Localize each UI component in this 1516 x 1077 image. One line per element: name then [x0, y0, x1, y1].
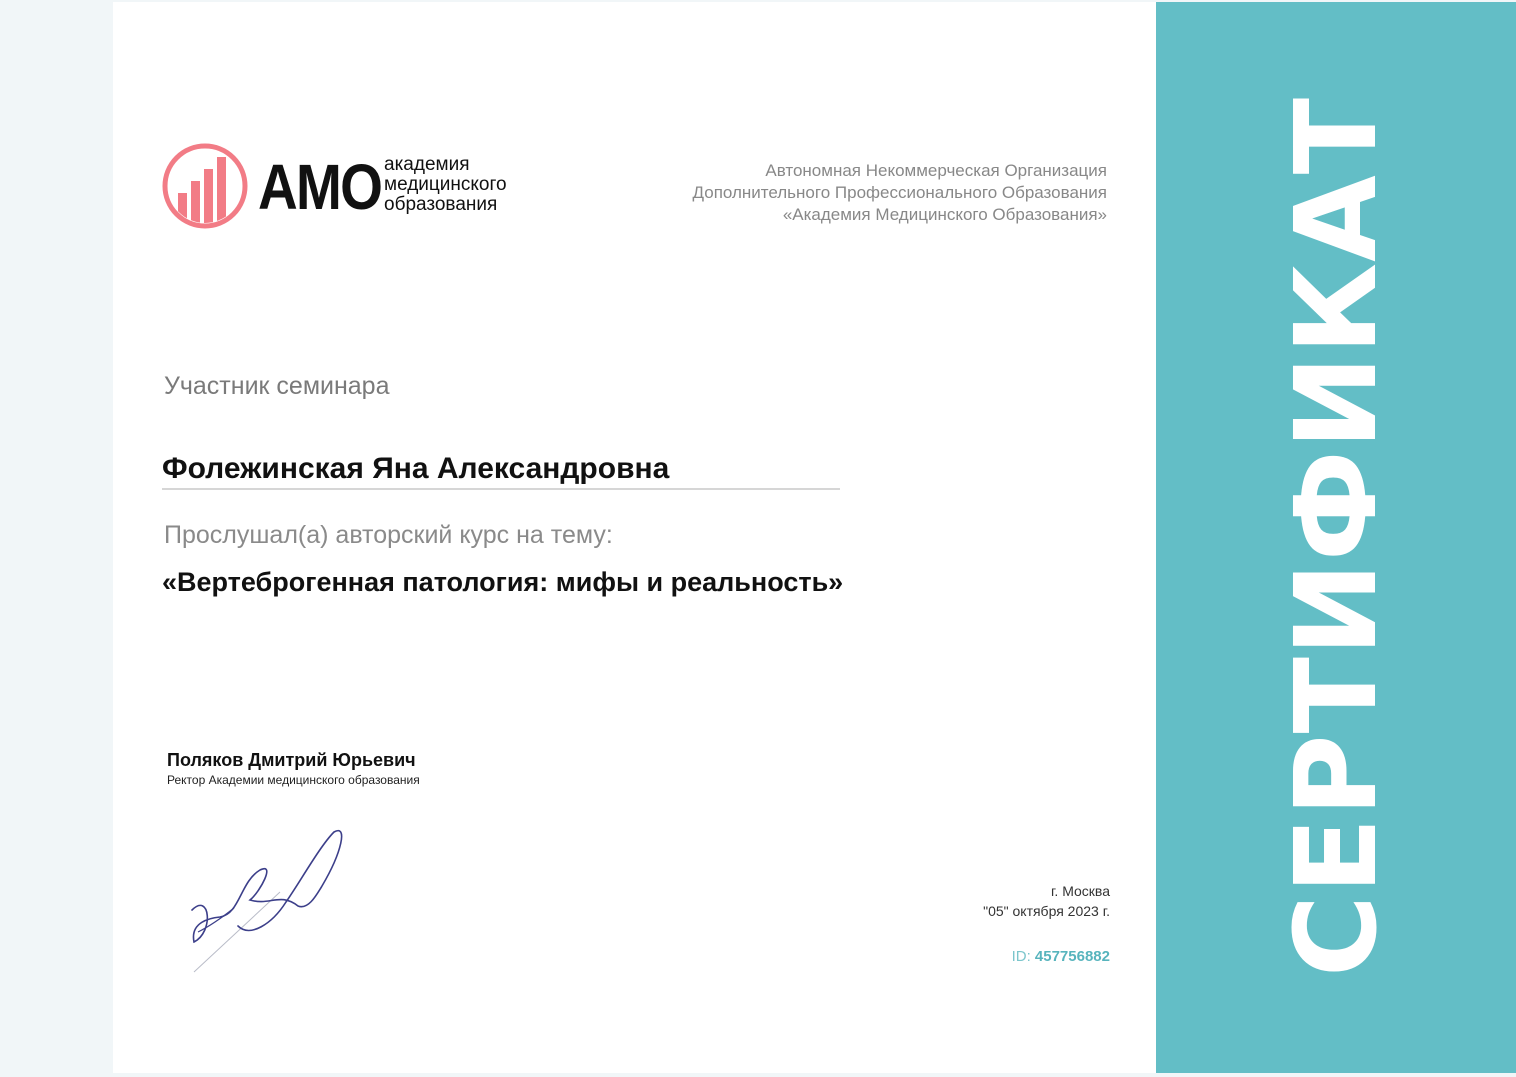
- logo-words: [384, 155, 507, 215]
- organization-line: Автономная Некоммерческая Организация: [765, 161, 1107, 180]
- signature-image: [180, 822, 350, 982]
- organization-line: «Академия Медицинского Образования»: [782, 205, 1107, 224]
- signatory-name: Поляков Дмитрий Юрьевич: [167, 750, 416, 770]
- certificate-side-title: СЕРТИФИКАТ: [1272, 96, 1402, 978]
- logo-word: образования: [384, 194, 498, 215]
- signatory-position: Ректор Академии медицинского образования: [167, 773, 420, 787]
- certificate-id: [1012, 948, 1110, 965]
- role-label: Участник семинара: [164, 372, 390, 400]
- course-title: «Вертеброгенная патология: мифы и реальность»: [162, 567, 844, 597]
- issue-date: "05" октября 2023 г.: [983, 903, 1110, 919]
- course-label: Прослушал(а) авторский курс на тему:: [164, 521, 613, 549]
- amo-logo: [162, 143, 522, 229]
- issue-place-date: [983, 881, 1110, 921]
- logo-word: академия: [384, 154, 470, 175]
- issue-city: г. Москва: [1051, 883, 1110, 899]
- logo-word: медицинского: [384, 174, 507, 195]
- logo-abbreviation: АМО: [258, 151, 382, 223]
- organization-line: Дополнительного Профессионального Образования: [692, 183, 1107, 202]
- logo-chart-icon: [162, 143, 248, 229]
- certificate-id-value: 457756882: [1034, 948, 1110, 965]
- participant-name: Фолежинская Яна Александровна: [162, 452, 840, 490]
- certificate-id-label: ID:: [1011, 948, 1035, 965]
- organization-name: [693, 160, 1107, 226]
